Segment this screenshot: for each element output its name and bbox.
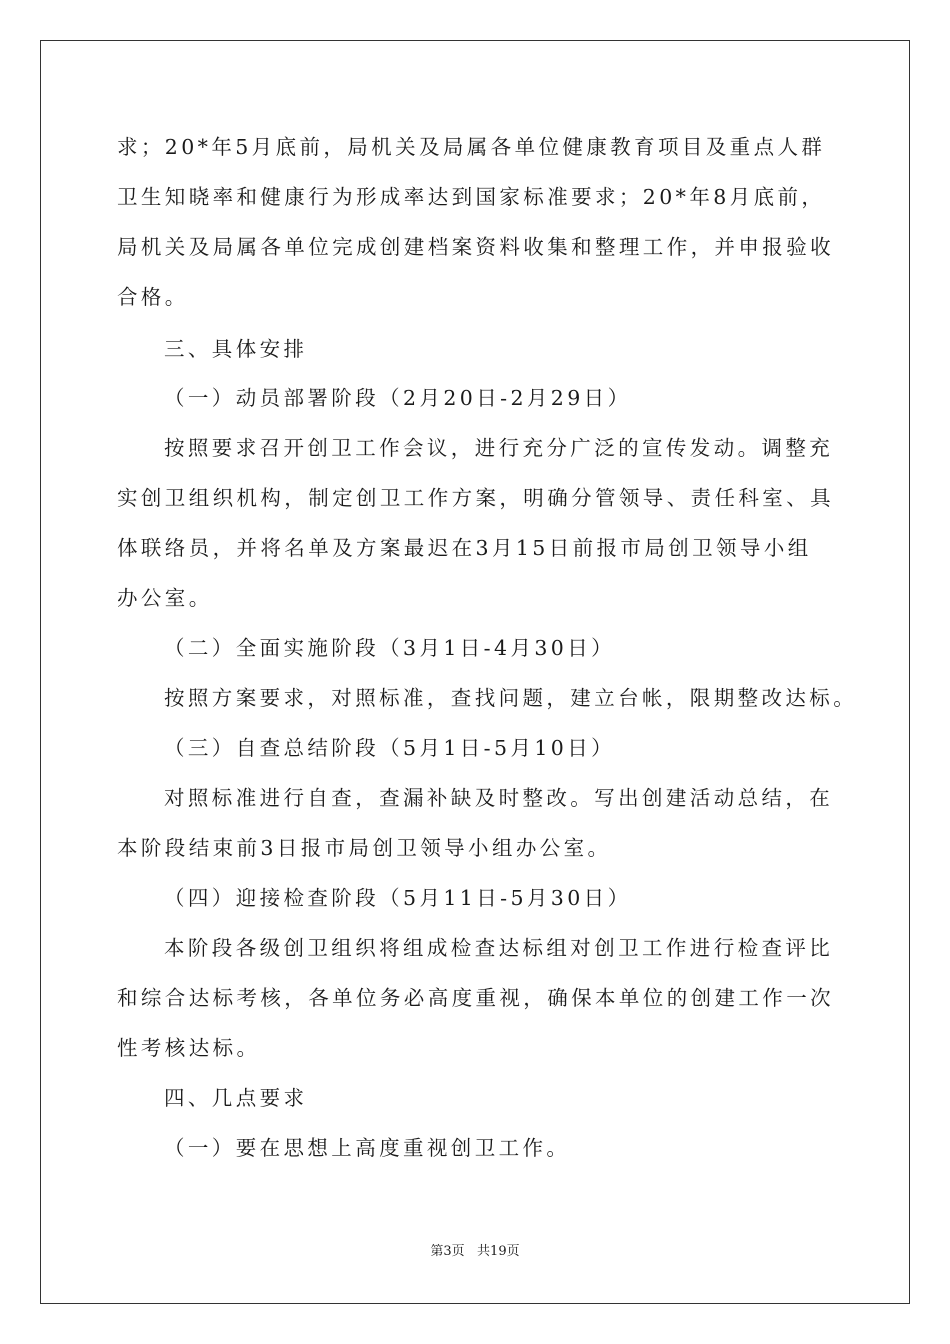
- subsection-heading: （一）要在思想上高度重视创卫工作。: [164, 1136, 571, 1160]
- body-text-line: 和综合达标考核，各单位务必高度重视，确保本单位的创建工作一次: [117, 986, 834, 1010]
- body-text-line: 按照要求召开创卫工作会议，进行充分广泛的宣传发动。调整充: [164, 436, 834, 460]
- body-text-line: 本阶段各级创卫组织将组成检查达标组对创卫工作进行检查评比: [164, 936, 834, 960]
- body-text-line: 体联络员，并将名单及方案最迟在3月15日前报市局创卫领导小组: [117, 536, 812, 560]
- body-text-line: 卫生知晓率和健康行为形成率达到国家标准要求；20*年8月底前，: [117, 185, 826, 209]
- body-text-line: 按照方案要求，对照标准，查找问题，建立台帐，限期整改达标。: [164, 686, 858, 710]
- body-text-line: 对照标准进行自查，查漏补缺及时整改。写出创建活动总结，在: [164, 786, 834, 810]
- section-heading: 四、几点要求: [164, 1086, 308, 1110]
- body-text-line: 合格。: [117, 285, 189, 309]
- body-text-line: 性考核达标。: [117, 1036, 261, 1060]
- page-border: [40, 40, 910, 1304]
- section-heading: 三、具体安排: [164, 337, 308, 361]
- subsection-heading: （三）自查总结阶段（5月1日-5月10日）: [164, 736, 616, 760]
- subsection-heading: （一）动员部署阶段（2月20日-2月29日）: [164, 386, 632, 410]
- subsection-heading: （二）全面实施阶段（3月1日-4月30日）: [164, 636, 616, 660]
- subsection-heading: （四）迎接检查阶段（5月11日-5月30日）: [164, 886, 632, 910]
- body-text-line: 实创卫组织机构，制定创卫工作方案，明确分管领导、责任科室、具: [117, 486, 834, 510]
- body-text-line: 办公室。: [117, 586, 213, 610]
- body-text-line: 求；20*年5月底前，局机关及局属各单位健康教育项目及重点人群: [117, 135, 826, 159]
- body-text-line: 本阶段结束前3日报市局创卫领导小组办公室。: [117, 836, 612, 860]
- page-footer: 第3页 共19页: [430, 1244, 520, 1259]
- body-text-line: 局机关及局属各单位完成创建档案资料收集和整理工作，并申报验收: [117, 235, 834, 259]
